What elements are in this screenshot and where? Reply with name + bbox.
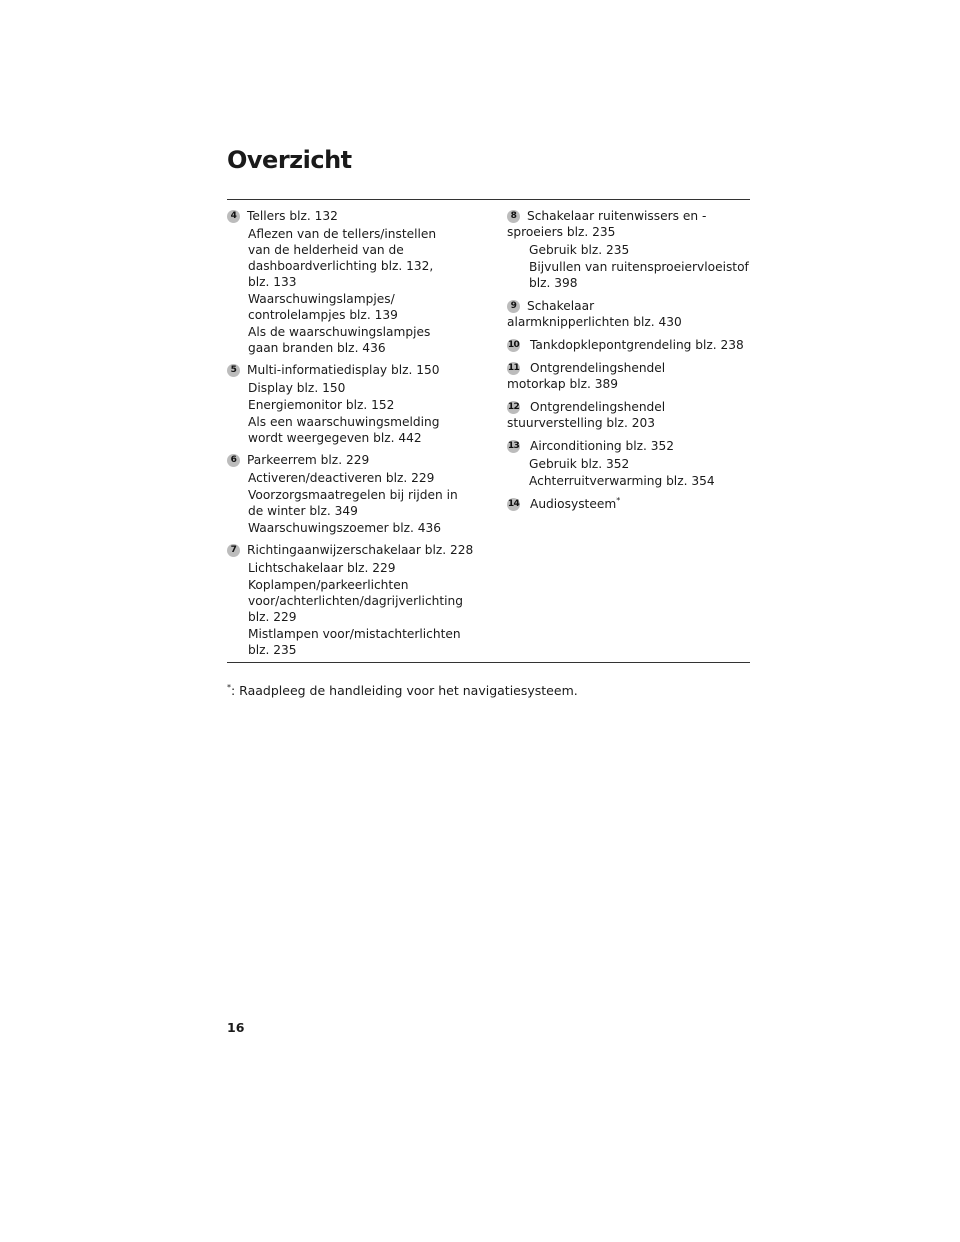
sub-item[interactable]: Energiemonitor blz. 152 (248, 398, 395, 412)
entry-4 (227, 208, 477, 356)
entry-11 (507, 360, 752, 392)
sub-list (227, 470, 477, 536)
number-badge-icon: 14 (507, 499, 520, 509)
sub-item[interactable]: Gebruik blz. 352 (529, 457, 630, 471)
entry-7 (227, 542, 477, 658)
sub-item[interactable]: Waarschuwingslampjes/ controlelampjes blz. 139 (248, 292, 398, 322)
number-badge-icon: 5 (227, 364, 240, 377)
entry-5 (227, 362, 477, 446)
number-badge-icon: 10 (507, 340, 520, 350)
entry-label[interactable]: Parkeerrem blz. 229 (247, 453, 370, 467)
right-column (507, 208, 752, 519)
sub-item[interactable]: Waarschuwingszoemer blz. 436 (248, 521, 442, 535)
sub-item[interactable]: Activeren/deactiveren blz. 229 (248, 471, 435, 485)
footnote (227, 683, 578, 698)
entry-heading (507, 496, 752, 512)
entry-heading (227, 362, 477, 378)
entry-heading (507, 208, 752, 240)
sub-item[interactable]: Achterruitverwarming blz. 354 (529, 474, 715, 488)
number-badge-icon: 12 (507, 402, 520, 412)
entry-heading (507, 360, 722, 392)
entry-6 (227, 452, 477, 536)
entry-label[interactable]: Schakelaar alarmknipperlichten blz. 430 (507, 299, 682, 329)
entry-8 (507, 208, 752, 291)
left-column (227, 208, 477, 664)
sub-list (227, 380, 477, 446)
entry-13 (507, 438, 752, 489)
top-divider (227, 199, 750, 200)
sub-item[interactable]: Mistlampen voor/mistachterlichten blz. 235 (248, 627, 461, 657)
entry-heading (507, 438, 752, 454)
sub-item[interactable]: Als een waarschuwingsmelding wordt weergegeven blz. 442 (248, 415, 440, 445)
entry-label[interactable]: Ontgrendelingshendel stuurverstelling blz. 203 (507, 400, 666, 430)
entry-12 (507, 399, 752, 431)
sub-item[interactable]: Bijvullen van ruitensproeiervloeistof blz. 398 (529, 260, 749, 290)
sub-item[interactable]: Als de waarschuwingslampjes gaan branden blz. 436 (248, 325, 431, 355)
footnote-text: : Raadpleeg de handleiding voor het navigatiesysteem. (231, 683, 578, 698)
entry-heading (227, 208, 477, 224)
entry-label[interactable]: Audiosysteem (530, 497, 617, 511)
entry-label[interactable]: Multi-informatiedisplay blz. 150 (247, 363, 440, 377)
number-badge-icon: 9 (507, 300, 520, 313)
entry-heading (227, 542, 477, 558)
number-badge-icon: 11 (507, 363, 520, 373)
number-badge-icon: 13 (507, 441, 520, 451)
number-badge-icon: 8 (507, 210, 520, 223)
entry-label[interactable]: Schakelaar ruitenwissers en -sproeiers blz. 235 (507, 209, 707, 239)
sub-item[interactable]: Aflezen van de tellers/instellen van de helderheid van de dashboardverlichting blz. 132, blz. 133 (248, 227, 437, 289)
entry-14 (507, 496, 752, 512)
page-title: Overzicht (227, 146, 352, 174)
bottom-divider (227, 662, 750, 663)
entry-label[interactable]: Tellers blz. 132 (247, 209, 338, 223)
sub-item[interactable]: Koplampen/parkeerlichten voor/achterlichten/dagrijverlichting blz. 229 (248, 578, 463, 624)
number-badge-icon: 6 (227, 454, 240, 467)
sub-list (507, 456, 752, 489)
entry-label[interactable]: Airconditioning blz. 352 (530, 439, 675, 453)
entry-heading (507, 399, 677, 431)
entry-10 (507, 337, 752, 353)
entry-heading (507, 298, 717, 330)
entry-heading (507, 337, 752, 353)
footnote-marker: * (227, 682, 231, 692)
sub-list (227, 560, 477, 658)
sub-list (227, 226, 477, 356)
page-number: 16 (227, 1020, 245, 1035)
entry-label[interactable]: Richtingaanwijzerschakelaar blz. 228 (247, 543, 474, 557)
number-badge-icon: 7 (227, 544, 240, 557)
sub-list (507, 242, 752, 291)
sub-item[interactable]: Voorzorgsmaatregelen bij rijden in de winter blz. 349 (248, 488, 458, 518)
sub-item[interactable]: Lichtschakelaar blz. 229 (248, 561, 396, 575)
entry-label[interactable]: Ontgrendelingshendel motorkap blz. 389 (507, 361, 666, 391)
entry-9 (507, 298, 752, 330)
sub-item[interactable]: Gebruik blz. 235 (529, 243, 630, 257)
entry-heading (227, 452, 477, 468)
footnote-marker: * (616, 495, 621, 505)
sub-item[interactable]: Display blz. 150 (248, 381, 346, 395)
number-badge-icon: 4 (227, 210, 240, 223)
entry-label[interactable]: Tankdopklepontgrendeling blz. 238 (530, 338, 744, 352)
